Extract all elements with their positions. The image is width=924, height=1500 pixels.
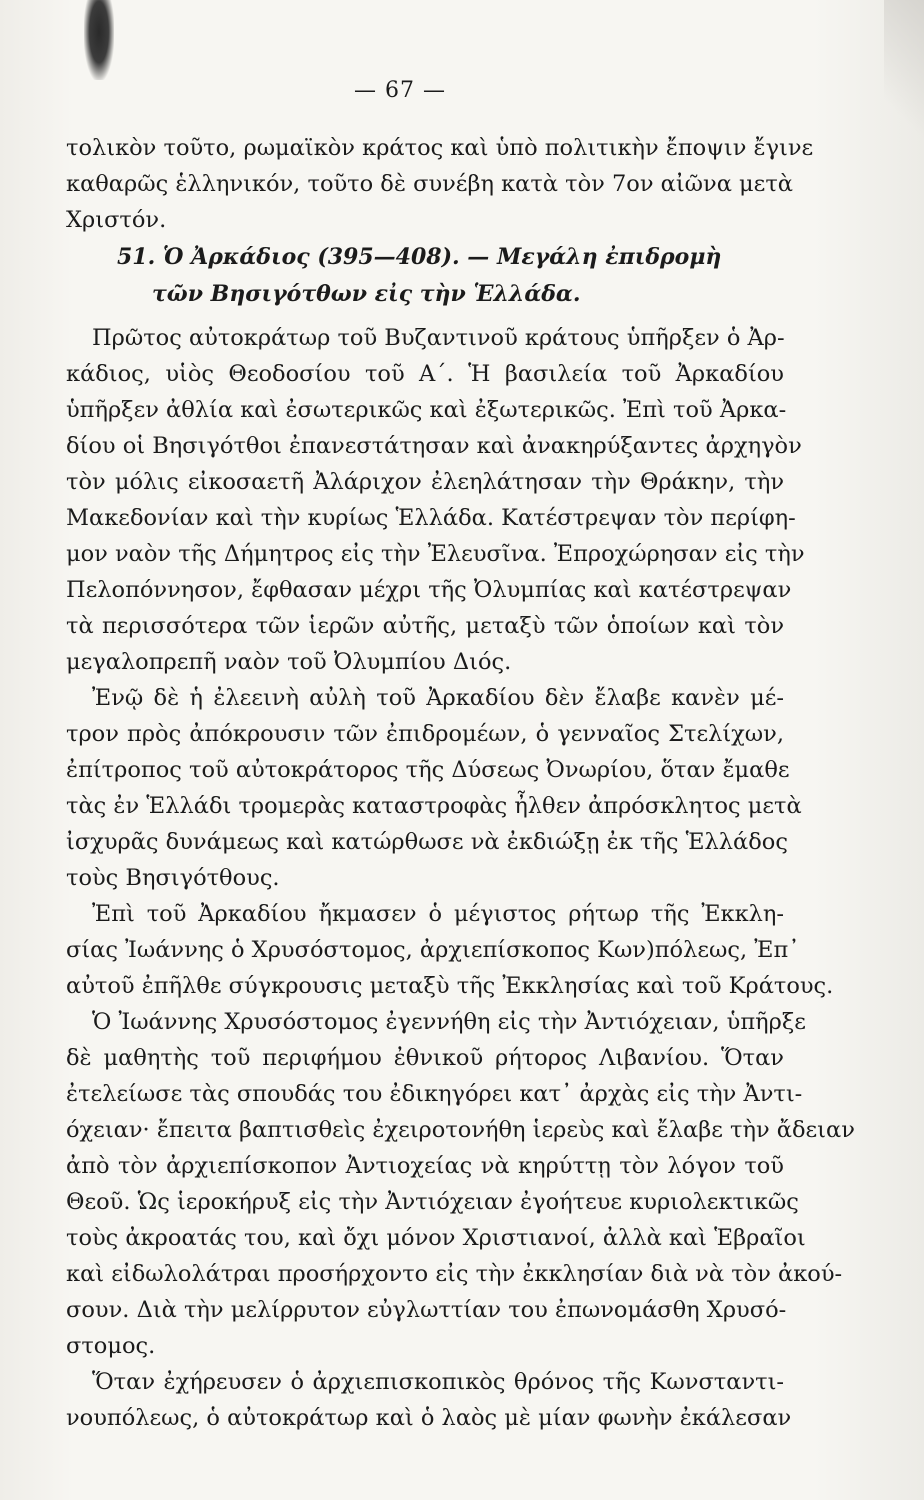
text-line: τὰ περισσότερα τῶν ἱερῶν αὐτῆς, μεταξὺ τῶν ὁποίων καὶ τὸν xyxy=(66,613,784,639)
text-line: Μακεδονίαν καὶ τὴν κυρίως Ἑλλάδα. Κατέστρεψαν τὸν περίφη- xyxy=(66,505,796,531)
text-line: νουπόλεως, ὁ αὐτοκράτωρ καὶ ὁ λαὸς μὲ μίαν φωνὴν ἐκάλεσαν xyxy=(66,1405,792,1431)
text-line: κάδιος, υἱὸς Θεοδοσίου τοῦ Α΄. Ἡ βασιλεία τοῦ Ἀρκαδίου xyxy=(66,361,784,387)
text-line: Ἐπὶ τοῦ Ἀρκαδίου ἤκμασεν ὁ μέγιστος ρήτωρ τῆς Ἐκκλη- xyxy=(92,901,784,927)
text-line: ἀπὸ τὸν ἀρχιεπίσκοπον Ἀντιοχείας νὰ κηρύττῃ τὸν λόγον τοῦ xyxy=(66,1153,784,1179)
text-line: καθαρῶς ἑλληνικόν, τοῦτο δὲ συνέβη κατὰ τὸν 7ον αἰῶνα μετὰ xyxy=(66,171,793,197)
page-corner-shadow xyxy=(884,0,924,160)
text-line: τοὺς ἀκροατάς του, καὶ ὄχι μόνον Χριστιανοί, ἀλλὰ καὶ Ἑβραῖοι xyxy=(66,1225,806,1251)
text-line: τολικὸν τοῦτο, ρωμαϊκὸν κράτος καὶ ὑπὸ πολιτικὴν ἔποψιν ἔγινε xyxy=(66,135,814,161)
text-line: τὰς ἐν Ἑλλάδι τρομερὰς καταστροφὰς ἦλθεν ἀπρόσκλητος μετὰ xyxy=(66,793,802,819)
text-line: αὐτοῦ ἐπῆλθε σύγκρουσις μεταξὺ τῆς Ἐκκλησίας καὶ τοῦ Κράτους. xyxy=(66,973,834,999)
text-line: Χριστόν. xyxy=(66,207,167,233)
text-line: Ἐνῷ δὲ ἡ ἐλεεινὴ αὐλὴ τοῦ Ἀρκαδίου δὲν ἔλαβε κανὲν μέ- xyxy=(92,685,784,711)
text-line: δὲ μαθητὴς τοῦ περιφήμου ἐθνικοῦ ρήτορος Λιβανίου. Ὅταν xyxy=(66,1045,784,1071)
text-line: Ὁ Ἰωάννης Χρυσόστομος ἐγεννήθη εἰς τὴν Ἀντιόχειαν, ὑπῆρξε xyxy=(92,1009,806,1035)
text-line: όχειαν· ἔπειτα βαπτισθεὶς ἐχειροτονήθη ἱερεὺς καὶ ἔλαβε τὴν ἄδειαν xyxy=(66,1117,855,1143)
section-heading-line-2: τῶν Βησιγότθων εἰς τὴν Ἑλλάδα. xyxy=(152,281,581,307)
text-line: ἐπίτροπος τοῦ αὐτοκράτορος τῆς Δύσεως Ὀνωρίου, ὅταν ἔμαθε xyxy=(66,757,790,783)
text-line: Πελοπόννησον, ἔφθασαν μέχρι τῆς Ὀλυμπίας καὶ κατέστρεψαν xyxy=(66,577,792,603)
text-line: μον ναὸν τῆς Δήμητρος εἰς τὴν Ἐλευσῖνα. Ἐπροχώρησαν εἰς τὴν xyxy=(66,541,805,567)
binding-ink-mark xyxy=(84,0,114,80)
text-line: τὸν μόλις εἰκοσαετῆ Ἀλάριχον ἐλεηλάτησαν τὴν Θράκην, τὴν xyxy=(66,469,784,495)
text-line: Ὅταν ἐχήρευσεν ὁ ἀρχιεπισκοπικὸς θρόνος τῆς Κωνσταντι- xyxy=(92,1369,784,1395)
text-line: στομος. xyxy=(66,1333,156,1359)
text-line: μεγαλοπρεπῆ ναὸν τοῦ Ὀλυμπίου Διός. xyxy=(66,649,512,675)
text-line: σίας Ἰωάννης ὁ Χρυσόστομος, ἀρχιεπίσκοπος Κων)πόλεως, Ἐπ᾿ xyxy=(66,937,800,963)
text-line: δίου οἱ Βησιγότθοι ἐπανεστάτησαν καὶ ἀνακηρύξαντες ἀρχηγὸν xyxy=(66,433,802,459)
text-line: καὶ εἰδωλολάτραι προσήρχοντο εἰς τὴν ἐκκλησίαν διὰ νὰ τὸν ἀκού- xyxy=(66,1261,843,1287)
text-line: τοὺς Βησιγότθους. xyxy=(66,865,280,891)
text-line: σουν. Διὰ τὴν μελίρρυτον εὐγλωττίαν του ἐπωνομάσθη Χρυσό- xyxy=(66,1297,787,1323)
text-line: ἐτελείωσε τὰς σπουδάς του ἐδικηγόρει κατ᾿ ἀρχὰς εἰς τὴν Ἀντι- xyxy=(66,1081,803,1107)
text-line: ὑπῆρξεν ἀθλία καὶ ἐσωτερικῶς καὶ ἐξωτερικῶς. Ἐπὶ τοῦ Ἀρκα- xyxy=(66,397,787,423)
text-line: ἰσχυρᾶς δυνάμεως καὶ κατώρθωσε νὰ ἐκδιώξῃ ἐκ τῆς Ἑλλάδος xyxy=(66,829,788,855)
page-number: — 67 — xyxy=(354,78,446,103)
section-heading-line-1: 51. Ὁ Ἀρκάδιος (395—408). — Μεγάλη ἐπιδρομὴ xyxy=(117,244,722,270)
text-line: Θεοῦ. Ὡς ἱεροκήρυξ εἰς τὴν Ἀντιόχειαν ἐγοήτευε κυριολεκτικῶς xyxy=(66,1189,799,1215)
text-line: τρον πρὸς ἀπόκρουσιν τῶν ἐπιδρομέων, ὁ γενναῖος Στελίχων, xyxy=(66,721,784,747)
text-line: Πρῶτος αὐτοκράτωρ τοῦ Βυζαντινοῦ κράτους ὑπῆρξεν ὁ Ἀρ- xyxy=(92,325,785,351)
